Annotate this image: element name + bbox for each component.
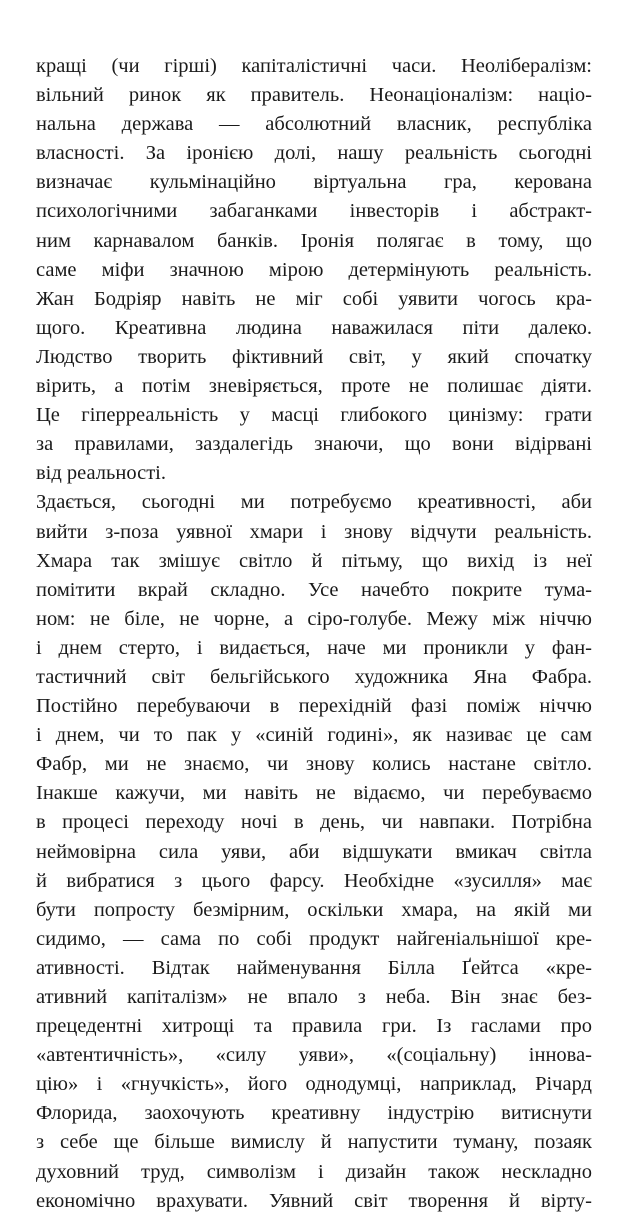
text-line: визначає кульмінаційно віртуальна гра, керована xyxy=(36,171,592,194)
text-line: економічно врахувати. Уявний світ творення й вірту- xyxy=(36,1189,592,1212)
text-line: бути попросту безмірним, оскільки хмара, на якій ми xyxy=(36,898,592,921)
text-line: ативний капіталізм» не впало з неба. Він знає без- xyxy=(36,986,592,1008)
text-line: Це гіперреальність у масці глибокого цинізму: грати xyxy=(36,404,592,427)
text-line: саме міфи значною мірою детермінують реальність. xyxy=(36,258,592,281)
text-line: неймовірна сила уяви, аби відшукати вмикач світла xyxy=(36,840,592,863)
text-line: ативності. Відтак найменування Білла Ґейтса «кре- xyxy=(36,956,592,979)
text-line: Постійно перебуваючи в перехідній фазі поміж ніччю xyxy=(36,695,592,718)
text-line: прецедентні хитрощі та правила гри. Із гаслами про xyxy=(36,1015,592,1038)
text-line: вільний ринок як правитель. Неонаціоналізм: націо- xyxy=(36,84,592,107)
text-line: «автентичність», «силу уяви», «(соціальну) іннова- xyxy=(36,1044,592,1067)
text-line: нальна держава — абсолютний власник, республіка xyxy=(36,113,592,136)
text-line: від реальності. xyxy=(36,462,166,485)
text-line: Інакше кажучи, ми навіть не відаємо, чи перебуваємо xyxy=(36,782,592,805)
text-line: ном: не біле, не чорне, а сіро-голубе. Межу між ніччю xyxy=(36,607,592,630)
text-line: і днем, чи то пак у «синій годині», як називає це сам xyxy=(36,724,592,747)
text-line: й вибратися з цього фарсу. Необхідне «зусилля» має xyxy=(36,869,592,892)
text-line: ним карнавалом банків. Іронія полягає в тому, що xyxy=(36,229,592,252)
text-line: сидимо, — сама по собі продукт найгеніальнішої кре- xyxy=(36,927,592,950)
text-line: вийти з-поза уявної хмари і знову відчути реальність. xyxy=(36,520,592,543)
text-line: Жан Бодріяр навіть не міг собі уявити чогось кра- xyxy=(36,287,592,310)
text-line: Фабр, ми не знаємо, чи знову колись настане світло. xyxy=(36,753,592,776)
text-line: власності. За іронією долі, нашу реальність сьогодні xyxy=(36,142,592,165)
text-line: кращі (чи гірші) капіталістичні часи. Неолібералізм: xyxy=(36,55,592,77)
text-line: щого. Креативна людина наважилася піти далеко. xyxy=(36,316,592,339)
text-line: духовний труд, символізм і дизайн також нескладно xyxy=(36,1160,592,1183)
text-line: за правилами, заздалегідь знаючи, що вони відірвані xyxy=(36,433,592,456)
text-line: з себе ще більше вимислу й напустити туману, позаяк xyxy=(36,1131,592,1154)
text-line: Здається, сьогодні ми потребуємо креативності, аби xyxy=(36,491,592,514)
text-line: цію» і «гнучкість», його однодумці, наприклад, Річард xyxy=(36,1073,592,1096)
text-line: Флорида, заохочують креативну індустрію витиснути xyxy=(36,1102,592,1125)
text-line: в процесі переходу ночі в день, чи навпаки. Потрібна xyxy=(36,811,592,834)
text-line: помітити вкрай складно. Усе начебто покрите тума- xyxy=(36,578,592,601)
text-line: тастичний світ бельгійського художника Яна Фабра. xyxy=(36,665,592,688)
body-text xyxy=(36,52,592,1216)
text-line: психологічними забаганками інвесторів і абстракт- xyxy=(36,200,592,223)
text-line: і днем стерто, і видається, наче ми проникли у фан- xyxy=(36,636,592,659)
text-line: Хмара так змішує світло й пітьму, що вихід із неї xyxy=(36,549,592,572)
text-line: Людство творить фіктивний світ, у який спочатку xyxy=(36,345,592,368)
text-line: вірить, а потім зневіряється, проте не полишає діяти. xyxy=(36,375,592,398)
